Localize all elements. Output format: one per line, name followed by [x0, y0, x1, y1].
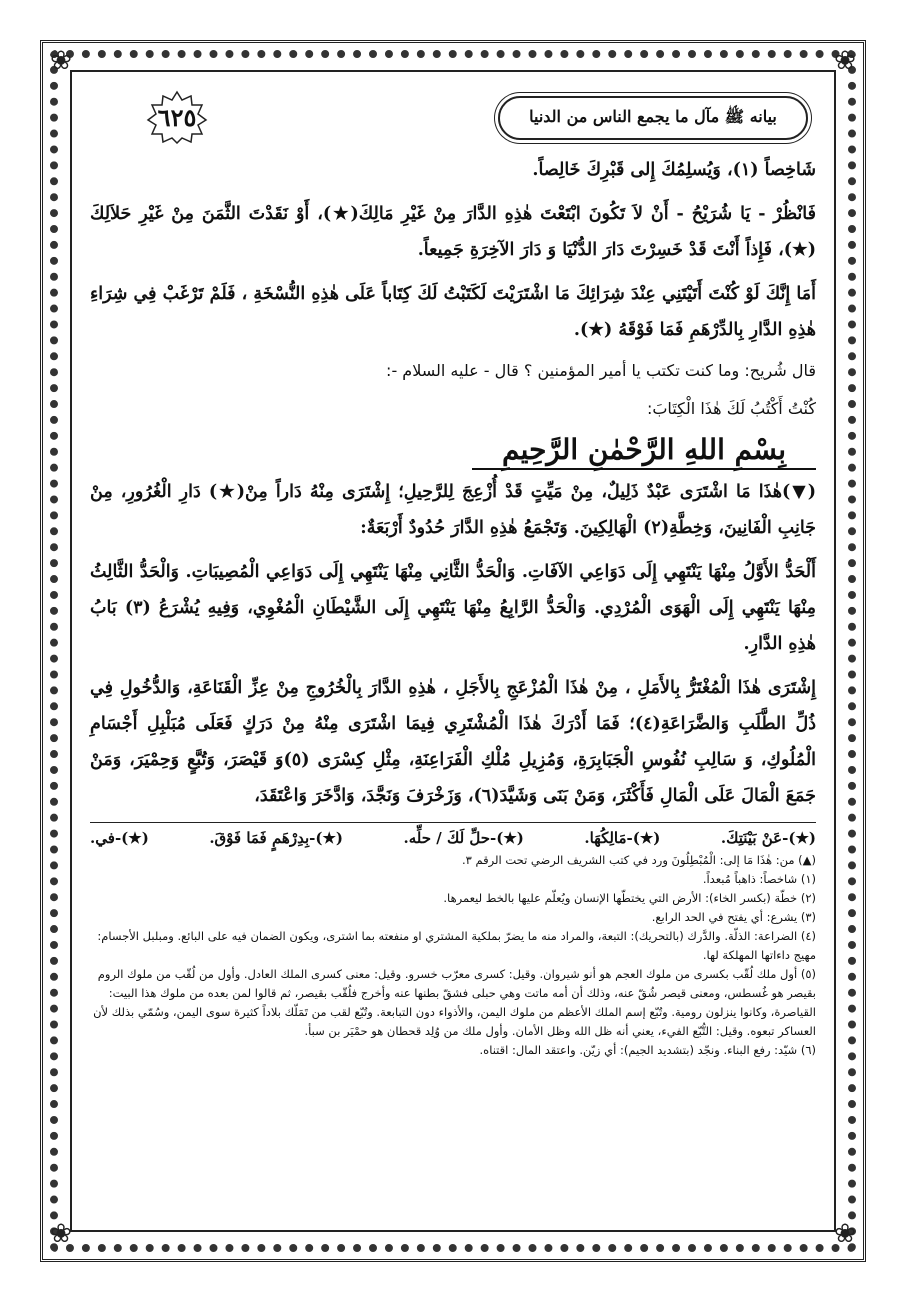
corner-ornament-icon: ❀ [50, 1219, 72, 1249]
footnote: (٣) يشرع: أي يفتح في الحد الرابع. [651, 910, 816, 924]
footnote: (▲) من: هٰذَا مَا إلى: الْمُبْطِلُونَ ورد في كتب الشريف الرضي تحت الرقم ٣. [462, 853, 816, 867]
corner-ornament-icon: ❀ [50, 46, 72, 76]
paragraph: (▼)هٰذَا مَا اشْتَرَى عَبْدٌ ذَلِيلٌ، مِنْ مَيِّتٍ قَدْ أُزْعِجَ لِلرَّحِيلِ؛ إِشْتَرَى مِنْهُ دَاراً مِنْ(★) دَارِ الْغُرُورِ، مِنْ جَانِبِ الْفَانِينَ، وَخِطَّةِ(٢) الْهَالِكِينَ. وَتَجْمَعُ هٰذِهِ الدَّارَ حُدُودٌ أَرْبَعَةٌ: [90, 482, 816, 538]
footnotes [90, 851, 816, 1060]
main-text [90, 152, 816, 814]
variant-readings [90, 822, 816, 847]
paragraph: شَاخِصاً (١)، وَيُسلِمُكَ إِلى قَبْرِكَ خَالِصاً. [532, 160, 816, 180]
page-number-text: ٦٢٥ [157, 102, 197, 132]
basmala-text: بِسْمِ اللهِ الرَّحْمٰنِ الرَّحِيمِ [472, 432, 816, 470]
corner-ornament-icon: ❀ [834, 1219, 856, 1249]
variant-note: (★)-حلِّ لَكَ / حلِّه. [403, 829, 524, 847]
page-number [146, 90, 208, 144]
page-content [90, 90, 816, 1212]
footnote: (١) شاخصاً: ذاهباً مُبعداً. [702, 872, 816, 886]
paragraph: إِشْتَرَى هٰذَا الْمُغْتَرُّ بِالأَمَلِ ، مِنْ هٰذَا الْمُزْعَجِ بِالأَجَلِ ، هٰذِهِ الدَّارَ بِالْخُرُوجِ مِنْ عِزِّ الْقَنَاعَةِ، وَالدُّخُولِ فِي ذُلِّ الطَّلَبِ وَالضَّرَاعَةِ(٤)؛ فَمَا أَدْرَكَ هٰذَا الْمُشْتَرِي فِيمَا اشْتَرَى مِنْهُ مِنْ دَرَكٍ فَعَلَى مُبَلْبِلِ أَجْسَامِ الْمُلُوكِ، وَ سَالِبِ نُفُوسِ الْجَبَابِرَةِ، وَمُزِيلِ مُلْكِ الْفَرَاعِنَةِ، مِثْلِ كِسْرَى (٥)وَ قَيْصَرَ، وَتُبَّعٍ وَحِمْيَرَ، وَمَنْ جَمَعَ الْمَالَ عَلَى الْمَالِ فَأَكْثَرَ، وَمَنْ بَنَى وَشَيَّدَ(٦)، وَزَخْرَفَ وَنَجَّدَ، وَادَّخَرَ وَاعْتَقَدَ، [90, 678, 817, 806]
page-header [90, 90, 816, 152]
paragraph: قال شُريح: وما كنت تكتب يا أمير المؤمنين ؟ قال - عليه السلام -: [386, 361, 816, 380]
corner-ornament-icon: ❀ [834, 46, 856, 76]
paragraph: أَلْحَدُّ الأَوَّلُ مِنْهَا يَنْتَهِي إِلَى دَوَاعِي الآفَاتِ. وَالْحَدُّ الثَّانِي مِنْهَا يَنْتَهِي إِلَى دَوَاعِي الْمُصِيبَاتِ. وَالْحَدُّ الثَّالِثُ مِنْهَا يَنْتَهِي إِلَى الْهَوَى الْمُرْدِي. وَالْحَدُّ الرَّابِعُ مِنْهَا يَنْتَهِي إِلَى الشَّيْطَانِ الْمُغْوِي، وَفِيهِ يُشْرَعُ (٣) بَابُ هٰذِهِ الدَّارِ. [90, 562, 816, 654]
variant-note: (★)-بِدِرْهَمٍ فَمَا فَوْقَ. [209, 829, 344, 847]
footnote: (٤) الضراعة: الذلّة. والدَّرك (بالتحريك): التبعة، والمراد منه ما يضرّ بملكية المشتري او منفعته بما اشترى، ويكون الضمان فيه على البائع. ومبلبل الأجسام: مهيج داءاتها المهلكة لها. [97, 929, 816, 962]
paragraph: فَانْظُرْ - يَا شُرَيْحُ - أَنْ لاَ تَكُونَ ابْتَعْتَ هٰذِهِ الدَّارَ مِنْ غَيْرِ مَالِكَ(★)، أَوْ نَقَدْتَ الثَّمَنَ مِنْ غَيْرِ حَلاَلِكَ (★)، فَإِذاً أَنْتَ قَدْ خَسِرْتَ دَارَ الدُّنْيَا وَ دَارَ الآخِرَةِ جَمِيعاً. [90, 204, 816, 260]
footnote: (٥) أول ملك لُقّب بكسرى من ملوك العجم هو أنو شيروان. وقيل: كسرى معرّب خسرو. وقيل: معنى كسرى الملك العادل. وأول من لُقّب من ملوك الروم بقيصر هو غُسطس، ومعنى قيصر شُقّ عنه، وذلك أن أمه ماتت وهي حبلى فشقّ بطنها عنه وأخرج فلُقّب بقيصر، ثم قالوا لمن بعده من ملوك هذا البيت: القياصرة، وكانوا ينزلون رومية. وتُبّع إسم الملك الأعظم من ملوك اليمن، والأذواء دون التبابعة. وتُبّع لقب من تَمَلّك بلاداً كثيرة سوى اليمن، وسُمّي بذلك لأن العساكر تبعوه. وقيل: التُّبّع الفيء، يعني أنه ظل الله وظل الأمان. وأول ملك من وُلِد قحطان هو حمْيَر بن سبأ. [93, 967, 816, 1038]
chapter-title: بيانه ﷺ مآل ما يجمع الناس من الدنيا [498, 96, 808, 140]
paragraph: أَمَا إِنَّكَ لَوْ كُنْتَ أَتَيْتَنِي عِنْدَ شِرَائِكَ مَا اشْتَرَيْتَ لَكَتَبْتُ لَكَ كِتَاباً عَلَى هٰذِهِ النُّسْخَةِ ، فَلَمْ تَرْغَبْ فِي شِرَاءِ هٰذِهِ الدَّارِ بِالدِّرْهَمِ فَمَا فَوْقَهُ (★). [90, 284, 816, 340]
basmala-calligraphy [90, 432, 816, 472]
paragraph: كُنْتُ أَكْتُبُ لَكَ هٰذَا الْكِتَابَ: [646, 399, 816, 418]
variant-note: (★)-مَالِكُهَا. [584, 829, 661, 847]
footnote: (٢) خطّة (بكسر الخاء): الأرض التي يختطّها الإنسان ويُعلّم عليها بالخط ليعمرها. [443, 891, 816, 905]
variant-note: (★)-في. [90, 829, 149, 847]
footnote: (٦) شيّد: رفع البناء. ونجّد (بتشديد الجيم): أي زيّن. واعتقد المال: اقتناه. [479, 1043, 816, 1057]
variant-note: (★)-عَنْ بَيْنَتِكَ. [720, 829, 816, 847]
